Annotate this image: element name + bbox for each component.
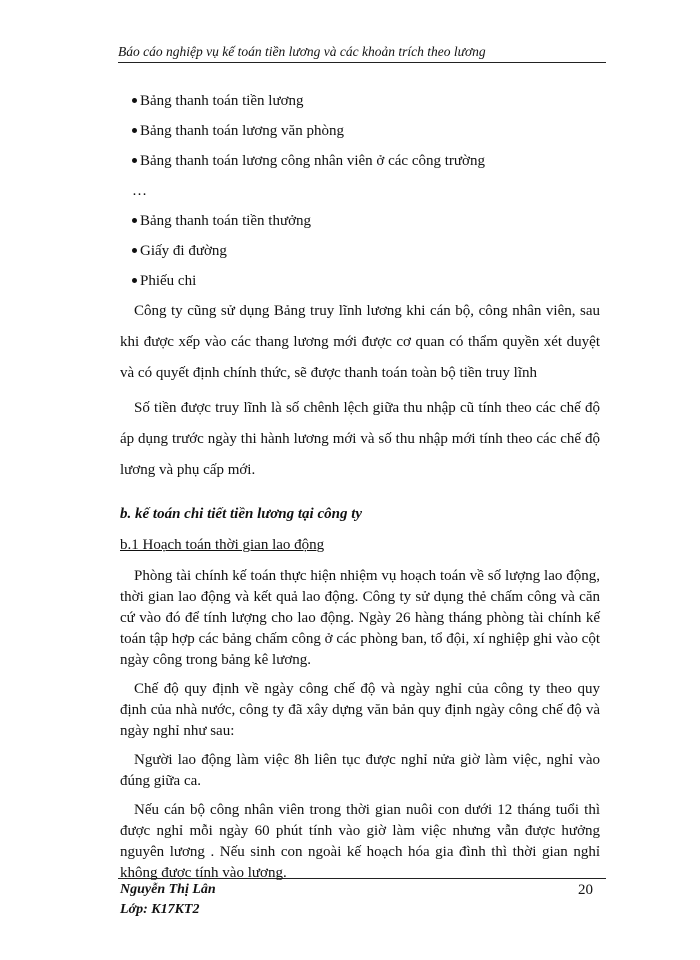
list-item: Giấy đi đường — [120, 236, 600, 266]
paragraph: Nếu cán bộ công nhân viên trong thời gian nuôi con dưới 12 tháng tuổi thì được nghỉ mỗi ngày 60 phút tính vào giờ làm việc nhưng vẫn được hưởng nguyên lương . Nếu sinh con ngoài kế hoạch hóa gia đình thì thời gian nghỉ không được tính vào lương. — [120, 802, 600, 881]
page-content — [120, 86, 600, 884]
subsection-heading: b.1 Hoạch toán thời gian lao động — [120, 537, 325, 553]
bullet-icon — [132, 248, 137, 253]
bullet-icon — [132, 278, 137, 283]
page-number: 20 — [578, 882, 593, 898]
paragraph: Phòng tài chính kế toán thực hiện nhiệm vụ hoạch toán về số lượng lao động, thời gian lao động và kết quả lao động. Công ty sử dụng thẻ chấm công và căn cứ vào đó để tính lượng cho lao động. Ngày 26 hàng tháng phòng tài chính kế toán tập hợp các bảng chấm công ở các phòng ban, tổ đội, xí nghiệp ghi vào cột ngày công trong bảng kê lương. — [120, 568, 600, 668]
list-item: Bảng thanh toán tiền thưởng — [120, 206, 600, 236]
paragraph: Chế độ quy định về ngày công chế độ và ngày nghỉ của công ty theo quy định của nhà nước, công ty đã xây dựng văn bản quy định ngày công chế độ và ngày nghỉ như sau: — [120, 681, 600, 739]
list-item: Bảng thanh toán tiền lương — [120, 86, 600, 116]
footer-divider — [118, 878, 606, 879]
bullet-icon — [132, 128, 137, 133]
list-item: Phiếu chi — [120, 266, 600, 296]
paragraph: Công ty cũng sử dụng Bảng truy lĩnh lương khi cán bộ, công nhân viên, sau khi được xếp vào các thang lương mới được cơ quan có thẩm quyền xét duyệt và có quyết định chính thức, sẽ được thanh toán toàn bộ tiền truy lĩnh — [120, 303, 600, 381]
section-heading: b. kế toán chi tiết tiền lương tại công ty — [120, 506, 363, 522]
bullet-icon — [132, 218, 137, 223]
paragraph: Số tiền được truy lĩnh là số chênh lệch giữa thu nhập cũ tính theo các chế độ áp dụng trước ngày thi hành lương mới và số thu nhập mới tính theo các chế độ lương và phụ cấp mới. — [120, 400, 600, 478]
ellipsis-line: … — [132, 183, 147, 199]
list-item: Bảng thanh toán lương công nhân viên ở các công trường — [120, 146, 600, 176]
bullet-icon — [132, 98, 137, 103]
bullet-icon — [132, 158, 137, 163]
author-class: Lớp: K17KT2 — [120, 902, 200, 917]
paragraph: Người lao động làm việc 8h liên tục được nghỉ nửa giờ làm việc, nghỉ vào đúng giữa ca. — [120, 752, 600, 789]
list-item: Bảng thanh toán lương văn phòng — [120, 116, 600, 146]
page-header: Báo cáo nghiệp vụ kế toán tiền lương và các khoản trích theo lương — [118, 44, 606, 63]
author-name: Nguyễn Thị Lân — [120, 882, 216, 897]
